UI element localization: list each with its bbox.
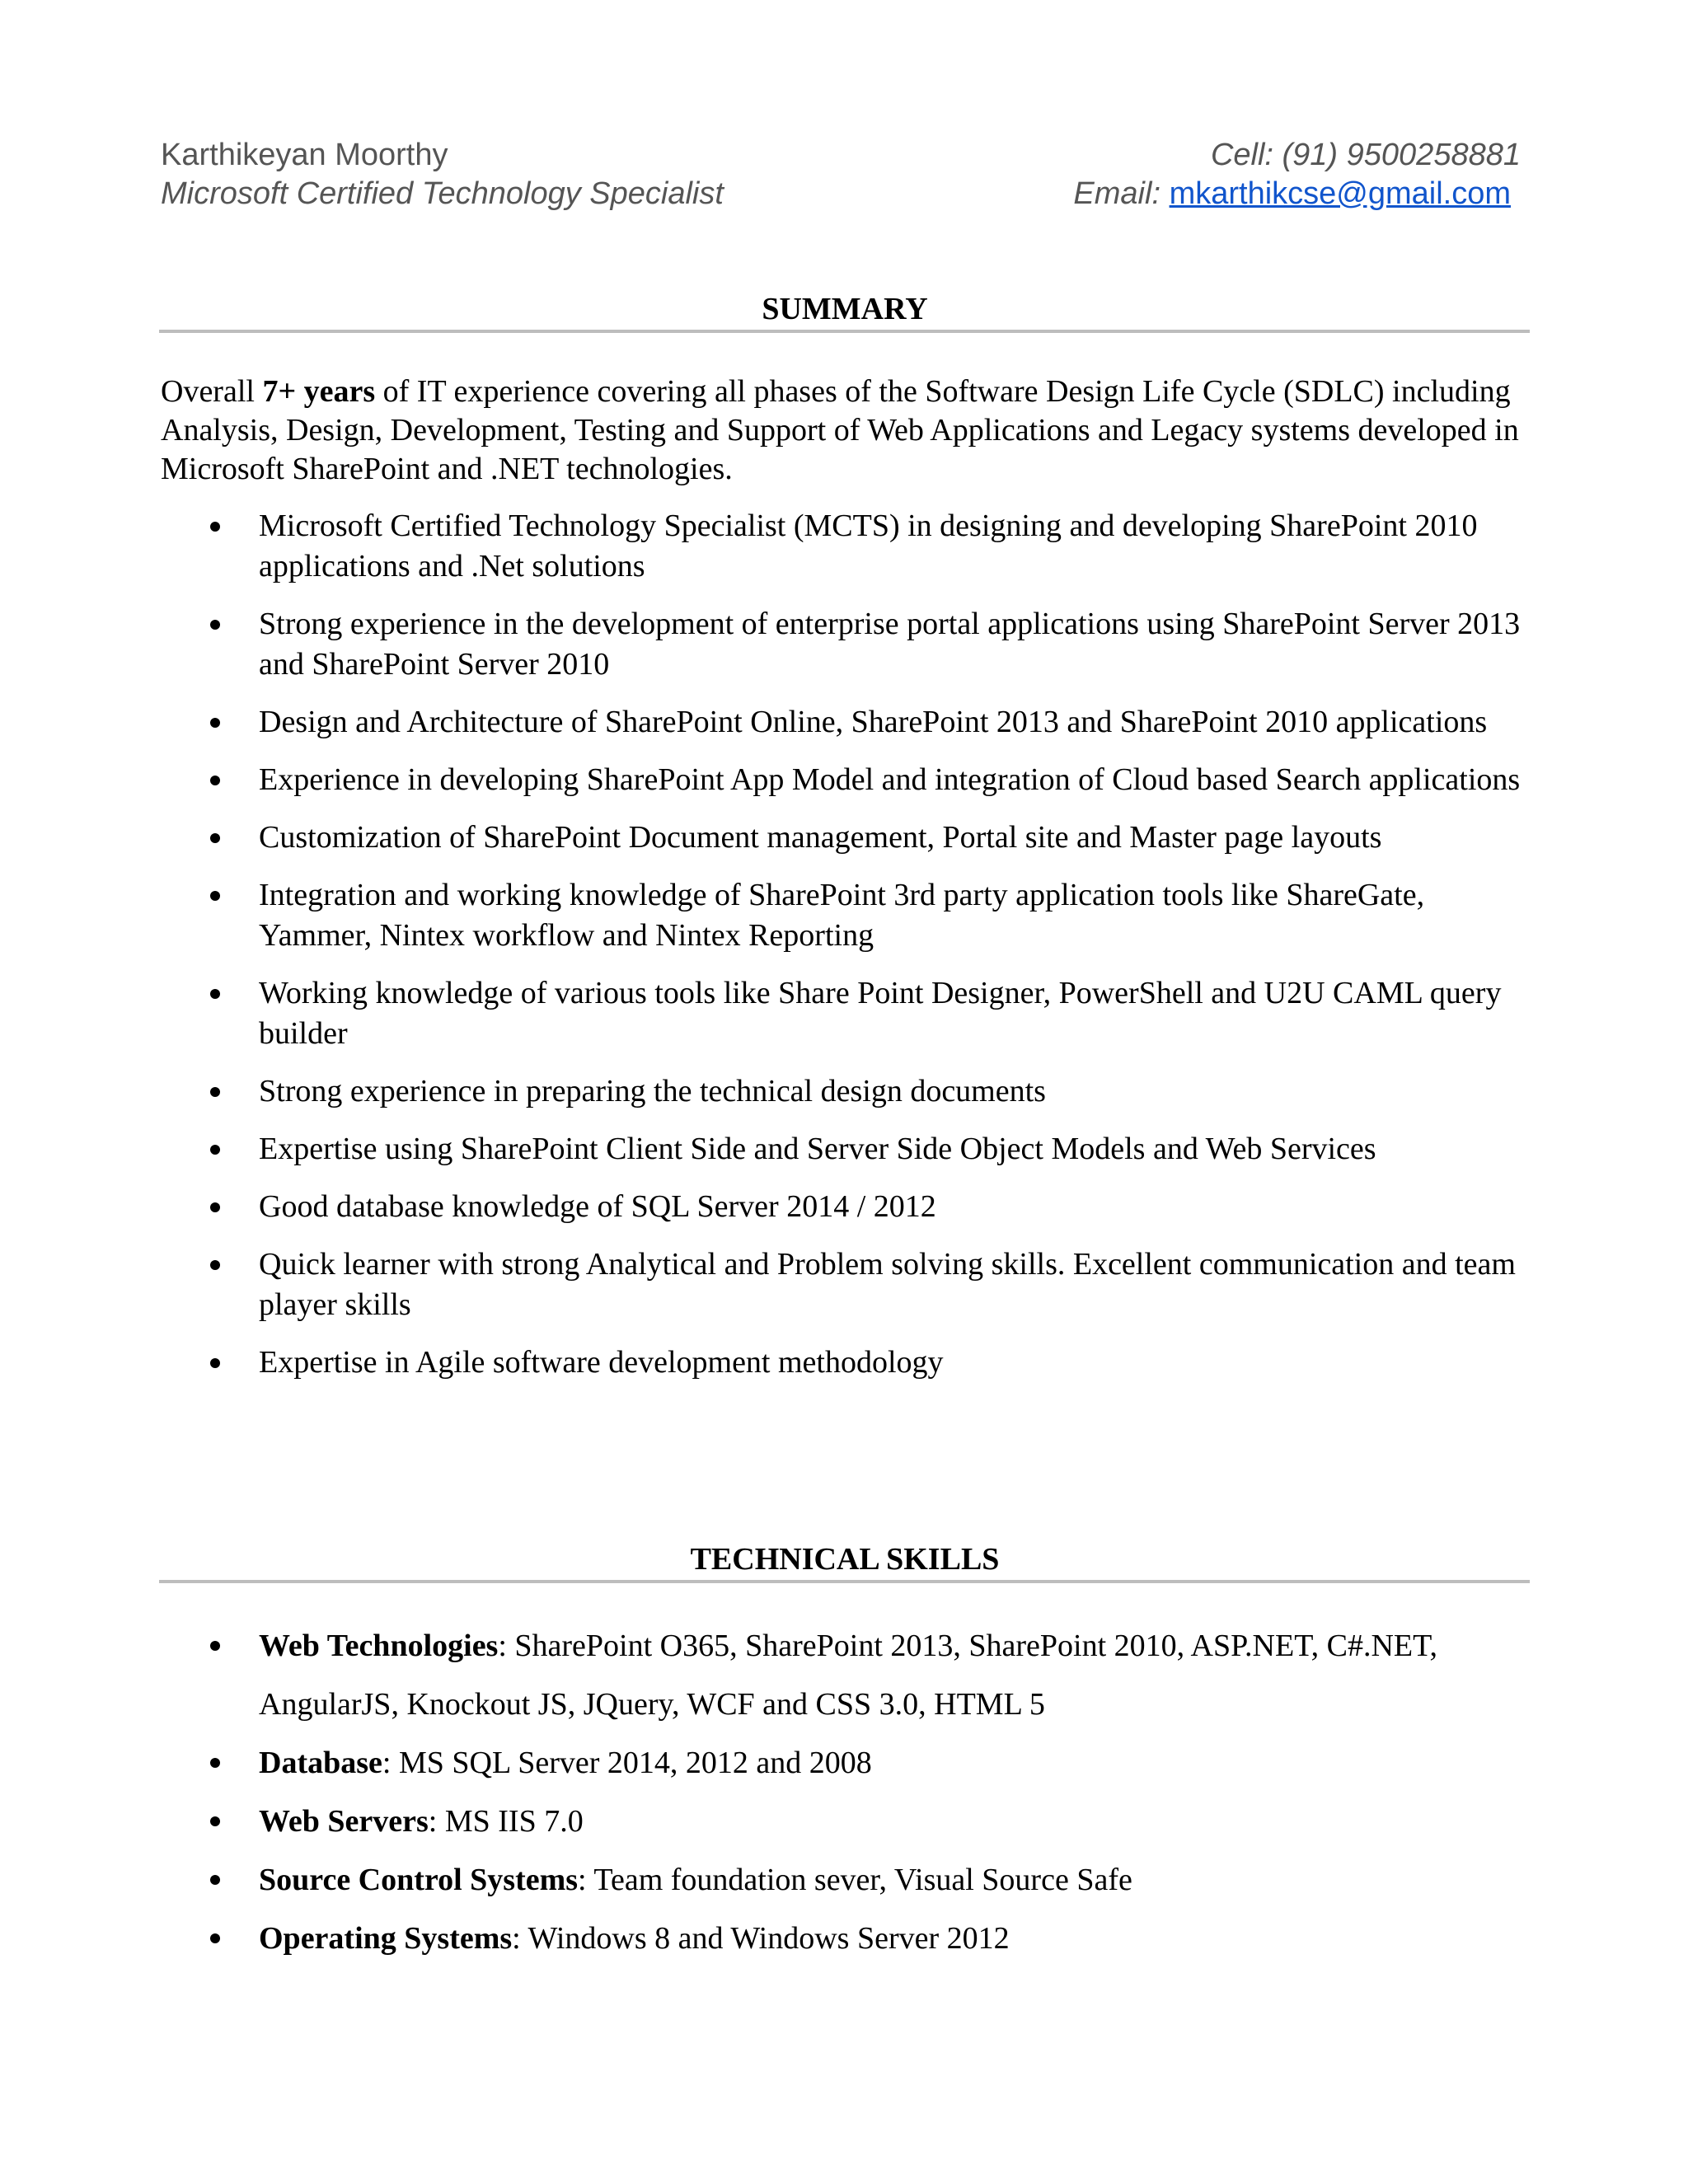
bullet-icon — [210, 1087, 220, 1097]
list-item — [161, 506, 1529, 587]
list-item-text: Integration and working knowledge of SharePoint 3rd party application tools like ShareGate, Yammer, Nintex workflow and Nintex Reporting — [259, 878, 1425, 953]
list-item-text: Design and Architecture of SharePoint Online, SharePoint 2013 and SharePoint 2010 applications — [259, 705, 1488, 739]
intro-years: 7+ years — [262, 374, 376, 409]
list-item-text: Quick learner with strong Analytical and Problem solving skills. Excellent communication and team player skills — [259, 1247, 1516, 1322]
list-item — [161, 1793, 1529, 1851]
skill-label: Web Servers — [259, 1804, 429, 1839]
skill-value: : MS SQL Server 2014, 2012 and 2008 — [382, 1746, 872, 1780]
list-item — [161, 1617, 1529, 1734]
bullet-icon — [210, 776, 220, 785]
list-item — [161, 1129, 1529, 1169]
summary-list — [161, 506, 1529, 1400]
list-item — [161, 973, 1529, 1054]
skill-value: : SharePoint O365, SharePoint 2013, SharePoint 2010, ASP.NET, C#.NET, AngularJS, Knockout JS, JQuery, WCF and CSS 3.0, HTML 5 — [259, 1629, 1437, 1722]
resume-header — [161, 136, 1521, 213]
list-item — [161, 1343, 1529, 1383]
skill-label: Web Technologies — [259, 1629, 499, 1663]
list-item-text: Experience in developing SharePoint App Model and integration of Cloud based Search applications — [259, 762, 1521, 797]
list-item — [161, 604, 1529, 685]
list-item-text: Strong experience in the development of enterprise portal applications using SharePoint Server 2013 and SharePoint Server 2010 — [259, 607, 1521, 682]
list-item-text: Expertise using SharePoint Client Side and Server Side Object Models and Web Services — [259, 1132, 1376, 1166]
list-item-text: Microsoft Certified Technology Specialist (MCTS) in designing and developing SharePoint 2010 applications and .Net solutions — [259, 509, 1478, 583]
bullet-icon — [210, 891, 220, 901]
skills-heading: TECHNICAL SKILLS — [690, 1542, 1000, 1577]
header-row-2 — [161, 175, 1521, 213]
list-item-text: Working knowledge of various tools like Share Point Designer, PowerShell and U2U CAML query builder — [259, 976, 1502, 1051]
list-item — [161, 818, 1529, 858]
list-item — [161, 1910, 1529, 1968]
list-item — [161, 1734, 1529, 1793]
list-item — [161, 1187, 1529, 1227]
bullet-icon — [210, 1816, 220, 1826]
intro-text: of IT experience covering all phases of the Software Design Life Cycle (SDLC) including Analysis, Design, Development, Testing and Support of Web Applications and Legacy systems developed in Microsoft SharePoint and .NET technologies. — [161, 374, 1519, 486]
header-row-1 — [161, 136, 1521, 175]
list-item — [161, 760, 1529, 800]
list-item — [161, 875, 1529, 956]
summary-divider — [159, 330, 1530, 333]
list-item-text: Expertise in Agile software development methodology — [259, 1345, 944, 1380]
bullet-icon — [210, 833, 220, 843]
email-link[interactable]: mkarthikcse@gmail.com — [1169, 176, 1511, 211]
bullet-icon — [210, 989, 220, 999]
list-item — [161, 1851, 1529, 1910]
candidate-title: Microsoft Certified Technology Specialist — [161, 176, 724, 211]
list-item-text: Customization of SharePoint Document management, Portal site and Master page layouts — [259, 820, 1382, 855]
skill-label: Operating Systems — [259, 1921, 513, 1956]
skills-list — [161, 1617, 1529, 1968]
skill-value: : MS IIS 7.0 — [428, 1804, 584, 1839]
skill-label: Database — [259, 1746, 382, 1780]
skill-value: : Team foundation sever, Visual Source Safe — [578, 1863, 1132, 1897]
bullet-icon — [210, 1875, 220, 1885]
skill-value: : Windows 8 and Windows Server 2012 — [512, 1921, 1010, 1956]
bullet-icon — [210, 1933, 220, 1943]
bullet-icon — [210, 718, 220, 728]
bullet-icon — [210, 1202, 220, 1212]
list-item — [161, 1244, 1529, 1325]
bullet-icon — [210, 1260, 220, 1270]
list-item — [161, 1071, 1529, 1112]
bullet-icon — [210, 1641, 220, 1651]
skill-label: Source Control Systems — [259, 1863, 579, 1897]
bullet-icon — [210, 620, 220, 630]
intro-prefix: Overall — [161, 374, 263, 409]
bullet-icon — [210, 1145, 220, 1155]
bullet-icon — [210, 1358, 220, 1368]
bullet-icon — [210, 1758, 220, 1768]
cell-phone: Cell: (91) 9500258881 — [1210, 138, 1521, 172]
email-line — [1073, 175, 1521, 213]
skills-divider — [159, 1580, 1530, 1583]
bullet-icon — [210, 522, 220, 532]
candidate-name: Karthikeyan Moorthy — [161, 138, 448, 172]
list-item-text: Strong experience in preparing the technical design documents — [259, 1074, 1046, 1108]
list-item-text: Good database knowledge of SQL Server 2014 / 2012 — [259, 1189, 936, 1224]
email-label: Email: — [1073, 176, 1170, 211]
summary-heading: SUMMARY — [762, 292, 928, 326]
summary-intro — [161, 373, 1529, 489]
list-item — [161, 702, 1529, 743]
